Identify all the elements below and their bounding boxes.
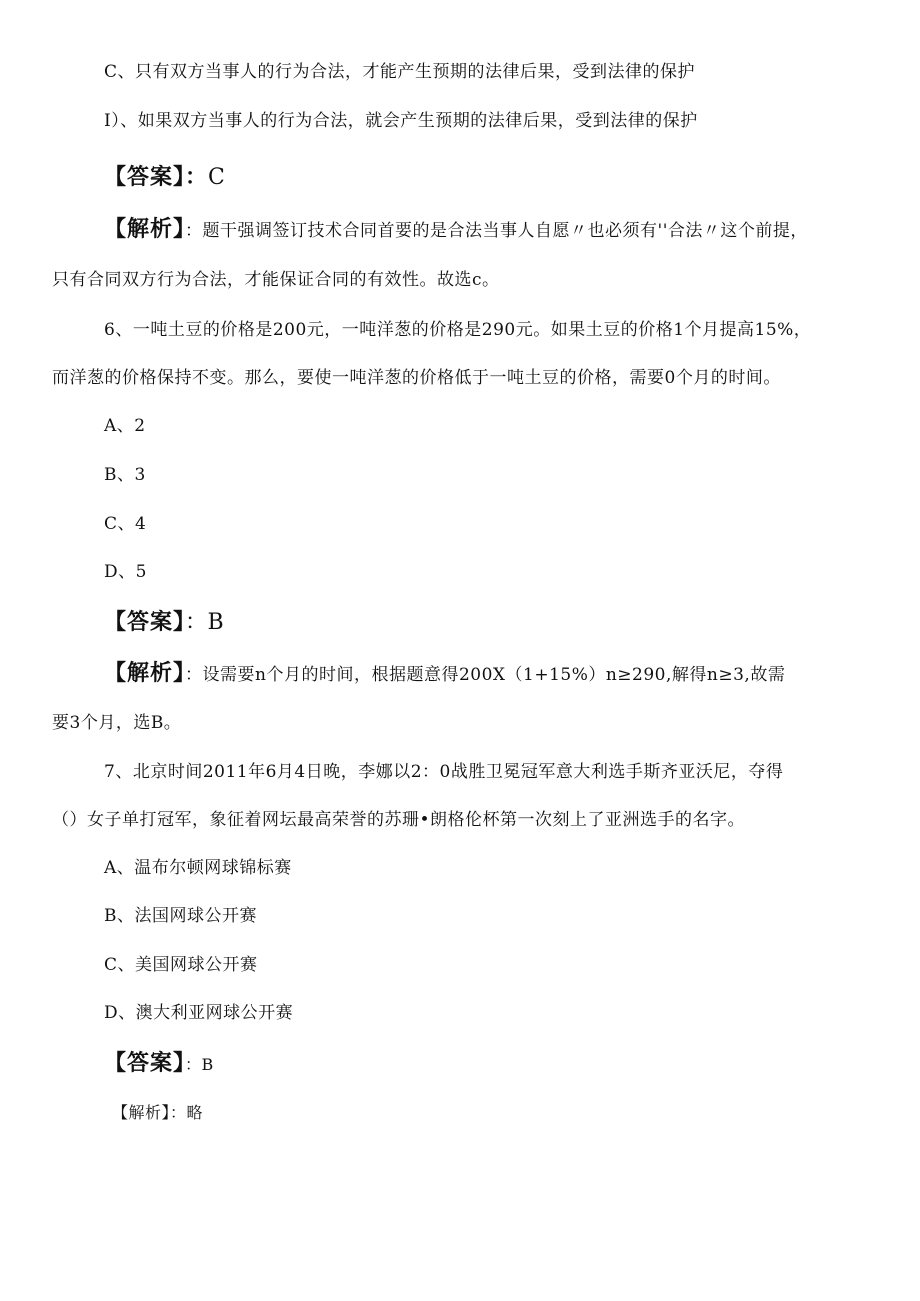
q5-analysis-line1 xyxy=(104,218,808,243)
q7-answer xyxy=(104,1052,214,1077)
analysis-label: 【解析】 xyxy=(104,661,186,686)
answer-label: 【答案】： xyxy=(104,165,209,190)
analysis-text: ：略 xyxy=(170,1103,204,1122)
analysis-text: ：题干强调签订技术合同首要的是合法当事人自愿〃也必须有''合法〃这个前提， xyxy=(185,221,808,241)
q6-stem-line1: 6、一吨土豆的价格是200元，一吨洋葱的价格是290元。如果土豆的价格1个月提高15%， xyxy=(104,320,812,340)
q6-stem-line2: 而洋葱的价格保持不变。那么，要使一吨洋葱的价格低于一吨土豆的价格，需要0个月的时间。 xyxy=(52,368,781,388)
answer-value: ：B xyxy=(185,610,225,635)
q6-option-d: D、5 xyxy=(104,562,147,582)
q7-stem-line1: 7、北京时间2011年6月4日晚，李娜以2：0战胜卫冕冠军意大利选手斯齐亚沃尼，夺得 xyxy=(104,762,784,782)
q7-option-a: A、温布尔顿网球锦标赛 xyxy=(104,858,292,878)
q6-option-b: B、3 xyxy=(104,465,146,485)
answer-value: C xyxy=(208,165,226,190)
answer-label: 【答案】 xyxy=(104,610,186,635)
q5-analysis-line2: 只有合同双方行为合法，才能保证合同的有效性。故选c。 xyxy=(52,270,500,290)
analysis-text: ：设需要n个月的时间，根据题意得200X（1+15%）n≥290,解得n≥3,故需 xyxy=(185,665,786,685)
q6-analysis-line2: 要3个月，选B。 xyxy=(52,713,182,733)
q7-analysis xyxy=(112,1101,203,1125)
answer-label: 【答案】 xyxy=(104,1051,186,1076)
q7-option-c: C、美国网球公开赛 xyxy=(104,955,258,975)
q7-stem-line2: （）女子单打冠军，象征着网坛最高荣誉的苏珊•朗格伦杯第一次刻上了亚洲选手的名字。 xyxy=(52,810,746,830)
q5-option-c: C、只有双方当事人的行为合法，才能产生预期的法律后果，受到法律的保护 xyxy=(104,62,696,82)
q6-option-c: C、4 xyxy=(104,514,147,534)
q5-answer xyxy=(104,166,225,191)
analysis-label: 【解析】 xyxy=(112,1103,171,1122)
q7-option-d: D、澳大利亚网球公开赛 xyxy=(104,1003,294,1023)
analysis-label: 【解析】 xyxy=(104,217,186,242)
q7-option-b: B、法国网球公开赛 xyxy=(104,906,257,926)
answer-value: ：B xyxy=(185,1055,214,1074)
q5-option-d: I）、如果双方当事人的行为合法，就会产生预期的法律后果，受到法律的保护 xyxy=(104,111,698,131)
q6-option-a: A、2 xyxy=(104,416,146,436)
q6-answer xyxy=(104,611,224,636)
q6-analysis-line1 xyxy=(104,662,785,687)
